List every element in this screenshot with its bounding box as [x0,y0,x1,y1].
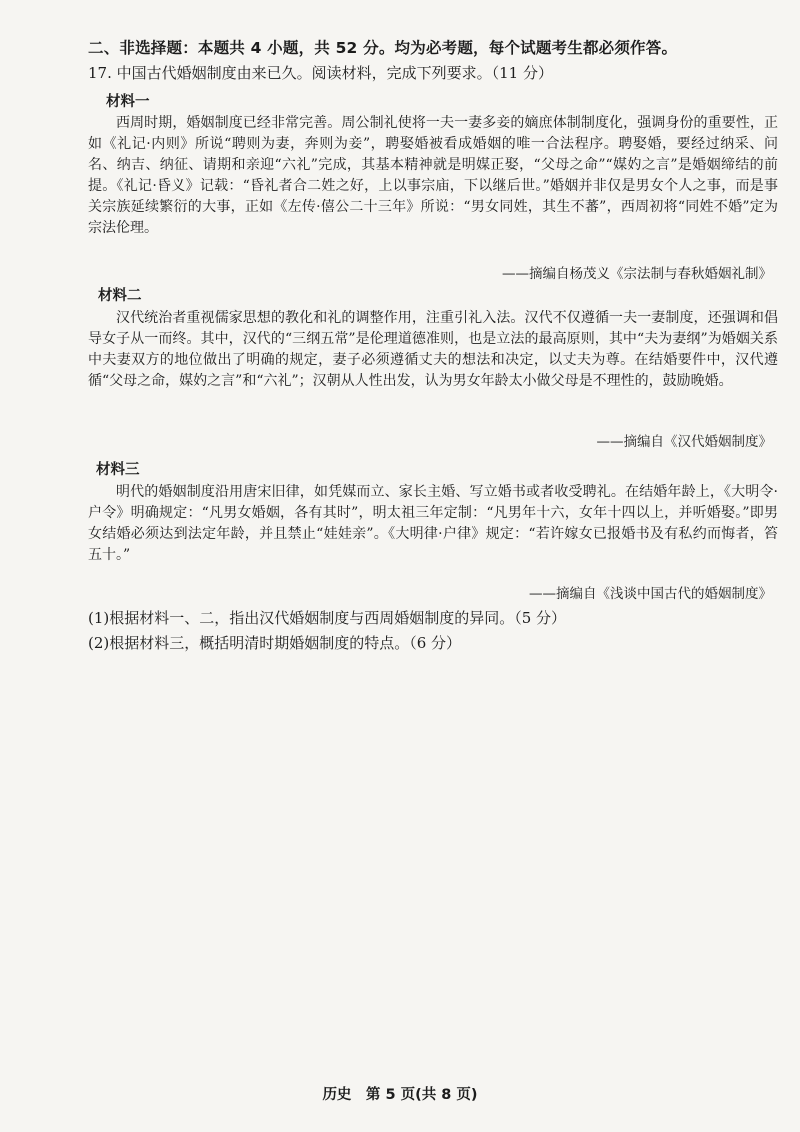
material-1-source: ——摘编自杨茂义《宗法制与春秋婚姻礼制》 [502,266,772,282]
material-1-text: 西周时期，婚姻制度已经非常完善。周公制礼使将一夫一妻多妾的嫡庶体制制度化，强调身份的重要性，正如《礼记·内则》所说“聘则为妻，奔则为妾”，聘娶婚被看成婚姻的唯一合法程序。聘娶婚，要经过纳采、问名、纳吉、纳征、请期和亲迎“六礼”完成，其基本精神就是明媒正娶，“父母之命”“媒妁之言”是婚姻缔结的前提。《礼记·昏义》记载：“昏礼者合二姓之好，上以事宗庙，下以继后世。”婚姻并非仅是男女个人之事，而是事关宗族延续繁衍的大事，正如《左传·僖公二十三年》所说：“男女同姓，其生不蕃”，西周初将“同姓不婚”定为宗法伦理。 [88,115,778,236]
page-footer: 历史 第 5 页(共 8 页) [322,1087,478,1103]
material-3-source: ——摘编自《浅谈中国古代的婚姻制度》 [529,586,772,602]
material-3-label: 材料三 [96,462,140,478]
question-header: 17. 中国古代婚姻制度由来已久。阅读材料，完成下列要求。（11 分） [88,64,553,82]
subquestion-2: (2)根据材料三，概括明清时期婚姻制度的特点。（6 分） [88,634,462,652]
material-2-source: ——摘编自《汉代婚姻制度》 [596,434,772,450]
material-1-label: 材料一 [106,94,150,110]
subquestion-1: (1)根据材料一、二，指出汉代婚姻制度与西周婚姻制度的异同。（5 分） [88,609,567,627]
material-2-label: 材料二 [98,288,142,304]
material-2-text: 汉代统治者重视儒家思想的教化和礼的调整作用，注重引礼入法。汉代不仅遵循一夫一妻制度，还强调和倡导女子从一而终。其中，汉代的“三纲五常”是伦理道德准则，也是立法的最高原则，其中“夫为妻纲”为婚姻关系中夫妻双方的地位做出了明确的规定，妻子必须遵循丈夫的想法和决定，以丈夫为尊。在结婚要件中，汉代遵循“父母之命，媒妁之言”和“六礼”；汉朝从人性出发，认为男女年龄太小做父母是不理性的，鼓励晚婚。 [88,310,778,389]
material-3-text: 明代的婚姻制度沿用唐宋旧律，如凭媒而立、家长主婚、写立婚书或者收受聘礼。在结婚年龄上，《大明令·户令》明确规定：“凡男女婚姻，各有其时”，明太祖三年定制：“凡男年十六，女年十四以上，并听婚娶。”即男女结婚必须达到法定年龄，并且禁止“娃娃亲”。《大明律·户律》规定：“若许嫁女已报婚书及有私约而悔者，笞五十。” [88,484,778,563]
section-title: 二、非选择题：本题共 4 小题，共 52 分。均为必考题，每个试题考生都必须作答。 [88,39,678,57]
